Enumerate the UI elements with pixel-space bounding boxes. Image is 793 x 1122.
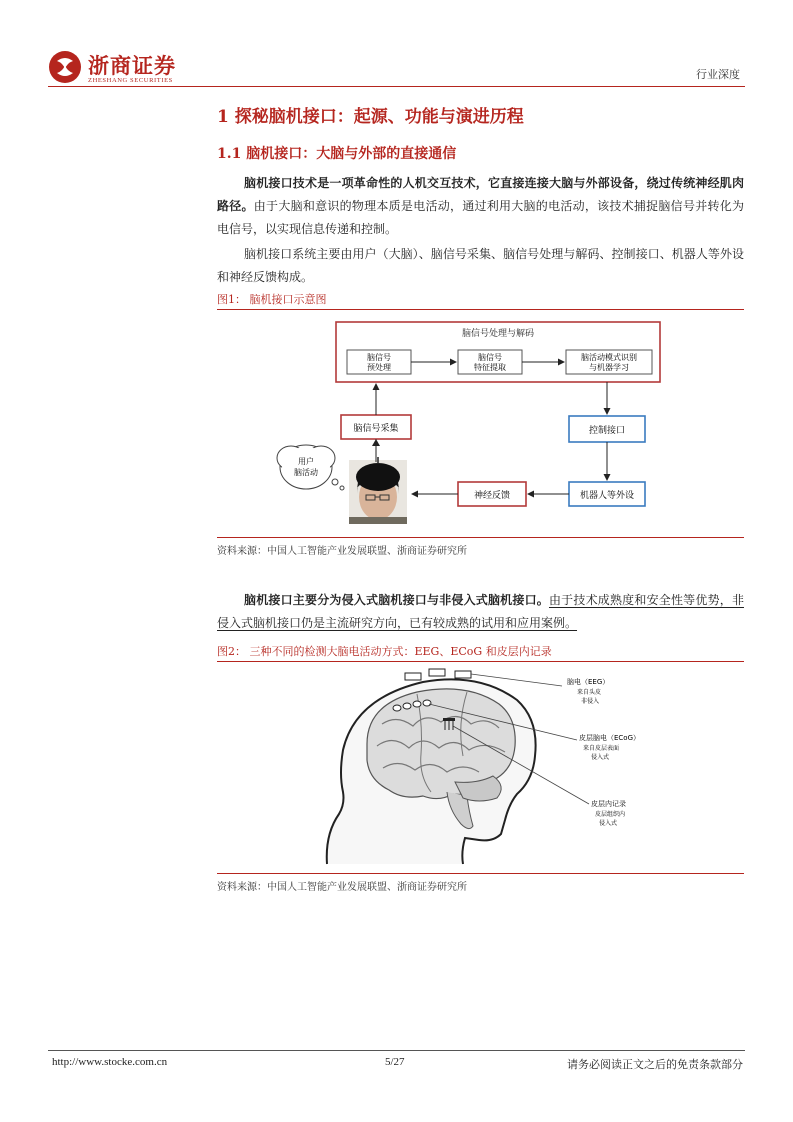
figure1-diagram (217, 312, 744, 537)
processing-group-title: 脑信号处理与解码 (461, 329, 535, 339)
eeg-electrode-3 (455, 671, 471, 678)
pattern-line1: 脑活动模式识别 (581, 353, 637, 362)
page-number: 5/27 (385, 1056, 405, 1068)
logo-mark-icon (48, 50, 82, 84)
preprocess-line1: 脑信号 (367, 353, 391, 362)
figure2-top-rule (217, 661, 744, 662)
footer-disclaimer: 请务必阅读正文之后的免责条款部分 (567, 1058, 743, 1071)
figure1-caption: 图1： 脑机接口示意图 (217, 293, 327, 306)
paragraph-intro-rest: 由于大脑和意识的物理本质是电活动，通过利用大脑的电活动，该技术捕捉脑信号并转化为电信号，以实现信息传递和控制。 (217, 199, 744, 236)
paragraph-intro-bold: 脑机接口技术是一项革命性的人机交互技术，它直接连接大脑与外部设备，绕过传统神经肌肉路径。 (217, 176, 744, 213)
figure1-top-rule (217, 309, 744, 310)
robot-label: 机器人等外设 (579, 491, 635, 501)
header-divider (48, 86, 745, 87)
paragraph-intro (217, 172, 744, 241)
eeg-label-3: 非侵入 (581, 698, 600, 705)
eeg-electrode-2 (429, 669, 445, 676)
logo-subtitle: ZHESHANG SECURITIES (88, 77, 173, 84)
paragraph-types-rest: 由于技术成熟度和安全性等优势，非侵入式脑机接口仍是主流研究方向，已有较成熟的试用和应用案例。 (217, 593, 744, 630)
figure2-bottom-rule (217, 873, 744, 874)
intra-label-1: 皮层内记录 (591, 800, 626, 808)
ecog-label-3: 侵入式 (591, 754, 610, 761)
doc-type-label: 行业深度 (696, 68, 740, 81)
cloud-line1: 用户 (298, 457, 314, 466)
ecog-label-2: 来自皮层表面 (583, 745, 620, 752)
footer-url[interactable]: http://www.stocke.com.cn (52, 1056, 168, 1068)
intra-label-3: 侵入式 (599, 820, 618, 827)
eeg-label-1: 脑电（EEG） (567, 678, 610, 686)
feature-line1: 脑信号 (478, 353, 502, 362)
acquire-label: 脑信号采集 (353, 424, 399, 434)
pattern-line2: 与机器学习 (589, 363, 629, 372)
user-eeg-cap-photo (349, 457, 407, 524)
figure1-bottom-rule (217, 537, 744, 538)
section-heading: 1 探秘脑机接口：起源、功能与演进历程 (217, 107, 524, 127)
figure2-source: 资料来源：中国人工智能产业发展联盟、浙商证券研究所 (217, 882, 467, 893)
paragraph-components: 脑机接口系统主要由用户（大脑）、脑信号采集、脑信号处理与解码、控制接口、机器人等外设和神经反馈构成。 (217, 247, 744, 284)
footer-divider (48, 1050, 745, 1051)
feature-line2: 特征提取 (474, 363, 506, 372)
figure2-caption: 图2： 三种不同的检测大脑电活动方式：EEG、ECoG 和皮层内记录 (217, 645, 552, 658)
control-label: 控制接口 (588, 426, 626, 436)
paragraph-types (217, 589, 744, 635)
eeg-electrode-1 (405, 673, 421, 680)
intra-label-2: 皮层组织内 (595, 811, 626, 818)
ecog-label-1: 皮层脑电（ECoG） (579, 734, 641, 742)
figure1-source: 资料来源：中国人工智能产业发展联盟、浙商证券研究所 (217, 546, 467, 557)
eeg-label-2: 来自头皮 (577, 689, 602, 696)
logo-text: 浙商证券 (88, 54, 176, 78)
preprocess-line2: 预处理 (367, 363, 391, 372)
figure2-brain-illustration (217, 664, 744, 870)
subsection-heading: 1.1 脑机接口：大脑与外部的直接通信 (217, 146, 457, 162)
cloud-line2: 脑活动 (294, 468, 318, 477)
paragraph-types-bold: 脑机接口主要分为侵入式脑机接口与非侵入式脑机接口。 (244, 593, 549, 607)
feedback-label: 神经反馈 (473, 491, 511, 501)
intracortical-array (443, 718, 455, 730)
arrow-user-to-acquire (372, 439, 380, 446)
